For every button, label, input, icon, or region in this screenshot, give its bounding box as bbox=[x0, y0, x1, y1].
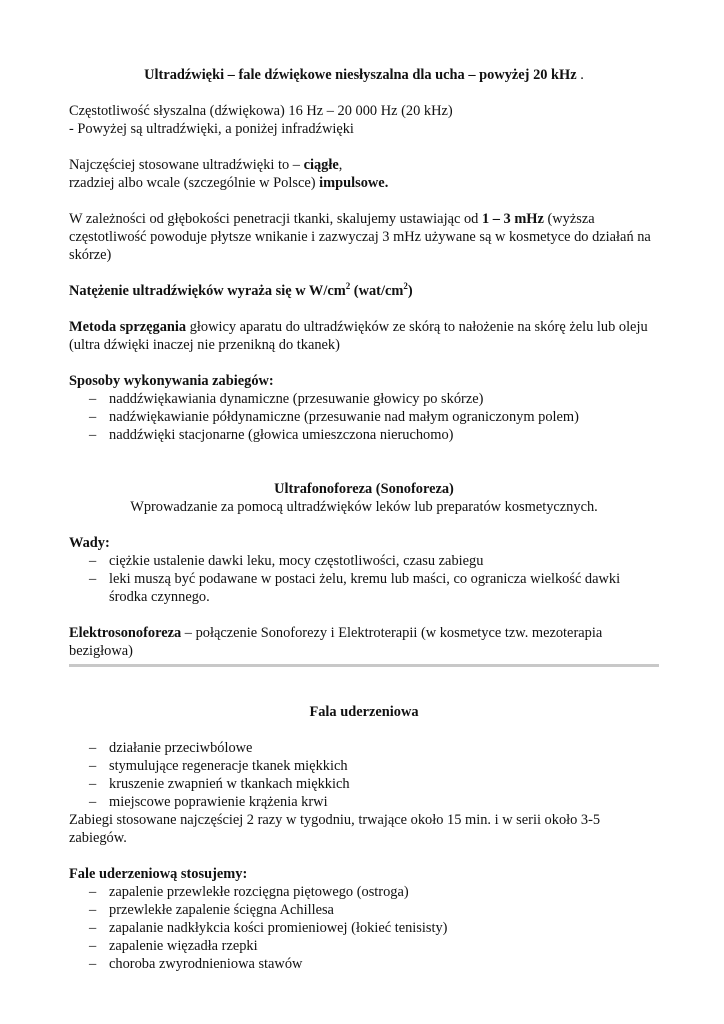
page-title bbox=[69, 66, 659, 84]
list-item: – działanie przeciwbólowe bbox=[69, 739, 659, 757]
shockwave-note: Zabiegi stosowane najczęściej 2 razy w tygodniu, trwające około 15 min. i w serii około 3-5 zabiegów. bbox=[69, 812, 601, 846]
document-body bbox=[69, 66, 659, 973]
list-item: – kruszenie zwapnień w tkankach miękkich bbox=[69, 775, 659, 793]
sonoforeza-title-text: Ultrafonoforeza (Sonoforeza) bbox=[274, 481, 454, 497]
wady-heading bbox=[69, 534, 659, 552]
uses-heading-text: Fale uderzeniową stosujemy: bbox=[69, 866, 248, 882]
intensity-line bbox=[69, 282, 659, 300]
depth-paragraph bbox=[69, 210, 659, 264]
depth-range: 1 – 3 mHz bbox=[481, 211, 544, 227]
depth-text-1: W zależności od głębokości penetracji tkanki, skalujemy ustawiając od bbox=[69, 211, 482, 227]
list-item: – ciężkie ustalenie dawki leku, mocy częstotliwości, czasu zabiegu bbox=[69, 552, 659, 570]
types-continuous: ciągłe bbox=[303, 157, 339, 173]
list-item: – leki muszą być podawane w postaci żelu, kremu lub maści, co ogranicza wielkość dawki środka czynnego. bbox=[69, 570, 659, 606]
sonoforeza-subtitle: Wprowadzanie za pomocą ultradźwięków leków lub preparatów kosmetycznych. bbox=[130, 499, 598, 515]
frequency-line-2: - Powyżej są ultradźwięki, a poniżej infradźwięki bbox=[69, 121, 354, 137]
intensity-text-3: ) bbox=[407, 283, 413, 299]
title-bold: Ultradźwięki – fale dźwiękowe niesłyszalna dla ucha – powyżej 20 kHz bbox=[144, 67, 577, 83]
shockwave-title bbox=[69, 703, 659, 721]
coupling-text: głowicy aparatu do ultradźwięków ze skórą to nałożenie na skórę żelu lub oleju (ultra dźwięki inaczej nie przenikną do tkanek) bbox=[69, 319, 648, 353]
types-pulsed: impulsowe. bbox=[319, 175, 389, 191]
list-item: – miejscowe poprawienie krążenia krwi bbox=[69, 793, 659, 811]
list-item: – zapalenie więzadła rzepki bbox=[69, 937, 659, 955]
methods-heading-text: Sposoby wykonywania zabiegów: bbox=[69, 373, 274, 389]
types-text-a2: , bbox=[338, 157, 343, 173]
types-text-b1: rzadziej albo wcale (szczególnie w Polsce) bbox=[69, 175, 320, 191]
intensity-bold bbox=[69, 283, 413, 299]
list-item: – przewlekłe zapalenie ścięgna Achillesa bbox=[69, 901, 659, 919]
list-item: – choroba zwyrodnieniowa stawów bbox=[69, 955, 659, 973]
methods-list bbox=[69, 390, 659, 444]
intensity-sup-1: 2 bbox=[345, 281, 351, 292]
depth-text-2: (wyższa częstotliwość powoduje płytsze wnikanie i zazwyczaj 3 mHz używane są w kosmetyce do działań na skórze) bbox=[69, 211, 651, 263]
shockwave-title-text: Fala uderzeniowa bbox=[309, 704, 419, 720]
electrosonoforeza-text: – połączenie Sonoforezy i Elektroterapii (w kosmetyce tzw. mezoterapia bezigłowa) bbox=[69, 625, 603, 659]
intensity-text-1: Natężenie ultradźwięków wyraża się w W/cm bbox=[69, 283, 346, 299]
list-item: – nadźwiękawianie półdynamiczne (przesuwanie nad małym ograniczonym polem) bbox=[69, 408, 659, 426]
list-item: – zapalanie nadkłykcia kości promieniowej (łokieć tenisisty) bbox=[69, 919, 659, 937]
list-item: – stymulujące regeneracje tkanek miękkich bbox=[69, 757, 659, 775]
methods-heading bbox=[69, 372, 659, 390]
sonoforeza-title bbox=[69, 480, 659, 498]
types-text-a1: Najczęściej stosowane ultradźwięki to – bbox=[69, 157, 304, 173]
list-item: – naddźwięki stacjonarne (głowica umieszczona nieruchomo) bbox=[69, 426, 659, 444]
coupling-term: Metoda sprzęgania bbox=[69, 319, 187, 335]
wady-heading-text: Wady: bbox=[69, 535, 110, 551]
electrosonoforeza-paragraph bbox=[69, 624, 659, 660]
list-item: – naddźwiękawiania dynamiczne (przesuwanie głowicy po skórze) bbox=[69, 390, 659, 408]
coupling-paragraph bbox=[69, 318, 659, 354]
electrosonoforeza-term: Elektrosonoforeza bbox=[69, 625, 182, 641]
intensity-sup-2: 2 bbox=[403, 281, 408, 292]
types-line-2 bbox=[69, 174, 659, 192]
uses-heading bbox=[69, 865, 659, 883]
list-item: – zapalenie przewlekłe rozcięgna piętowego (ostroga) bbox=[69, 883, 659, 901]
title-tail: . bbox=[576, 67, 584, 83]
types-line-1 bbox=[69, 156, 659, 174]
intensity-text-2: (wat/cm bbox=[350, 283, 404, 299]
uses-list bbox=[69, 883, 659, 973]
shockwave-list bbox=[69, 739, 659, 811]
frequency-line-1: Częstotliwość słyszalna (dźwiękowa) 16 Hz – 20 000 Hz (20 kHz) bbox=[69, 103, 453, 119]
wady-list bbox=[69, 552, 659, 606]
